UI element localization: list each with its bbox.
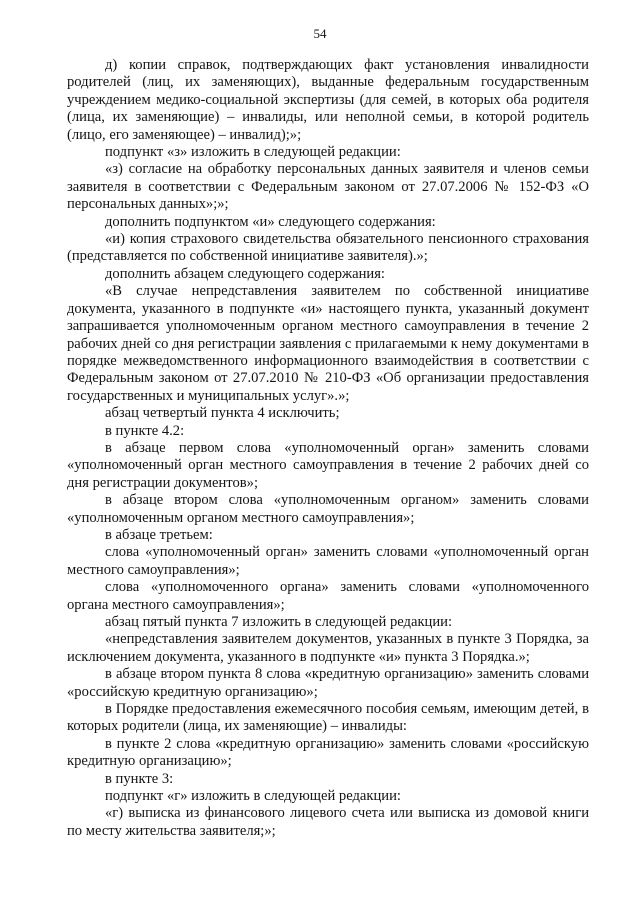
paragraph: в абзаце втором пункта 8 слова «кредитную организацию» заменить словами «российскую кредитную организацию»; — [67, 666, 589, 700]
paragraph: «непредставления заявителем документов, указанных в пункте 3 Порядка, за исключением документа, указанного в подпункте «и» пункта 3 Порядка.»; — [67, 631, 589, 665]
paragraph: подпункт «з» изложить в следующей редакции: — [105, 144, 401, 161]
paragraph: дополнить подпунктом «и» следующего содержания: — [105, 213, 436, 230]
paragraph: слова «уполномоченного органа» заменить словами «уполномоченного органа местного самоуправления»; — [67, 579, 589, 613]
paragraph: д) копии справок, подтверждающих факт установления инвалидности родителей (лиц, их заменяющих), выданные федеральным государственным учреждением медико-социальной экспертизы (для семей, в которых оба родителя (лица, их заменяющие) – инвалиды, или неполной семьи, в которой родитель (лицо, его заменяющее) – инвалид);»; — [67, 57, 589, 143]
paragraph: в абзаце первом слова «уполномоченный орган» заменить словами «уполномоченный орган местного самоуправления в течение 2 рабочих дней со дня регистрации документов»; — [67, 439, 589, 491]
paragraph: подпункт «г» изложить в следующей редакции: — [105, 788, 401, 805]
paragraph: в пункте 3: — [105, 770, 174, 787]
paragraph: дополнить абзацем следующего содержания: — [105, 265, 385, 282]
paragraph: в Порядке предоставления ежемесячного пособия семьям, имеющим детей, в которых родители (лица, их заменяющие) – инвалиды: — [67, 701, 589, 735]
paragraph: слова «уполномоченный орган» заменить словами «уполномоченный орган местного самоуправления»; — [67, 544, 589, 578]
paragraph: в абзаце втором слова «уполномоченным органом» заменить словами «уполномоченным органом местного самоуправления»; — [67, 492, 589, 526]
paragraph: в пункте 2 слова «кредитную организацию» заменить словами «российскую кредитную организацию»; — [67, 735, 589, 770]
paragraph: «з) согласие на обработку персональных данных заявителя и членов семьи заявителя в соответствии с Федеральным законом от 27.07.2006 № 152-ФЗ «О персональных данных»;»; — [67, 161, 589, 213]
document-body — [67, 57, 589, 840]
paragraph: абзац четвертый пункта 4 исключить; — [105, 405, 340, 422]
paragraph: в абзаце третьем: — [105, 526, 213, 543]
paragraph: «В случае непредставления заявителем по собственной инициативе документа, указанного в подпункте «и» настоящего пункта, указанный документ запрашивается уполномоченным органом местного самоуправления в течение 2 рабочих дней со дня регистрации заявления с прилагаемыми к нему документами в порядке межведомственного информационного взаимодействия в соответствии с Федеральным законом от 27.07.2010 № 210-ФЗ «Об организации предоставления государственных и муниципальных услуг».»; — [67, 283, 589, 404]
paragraph: абзац пятый пункта 7 изложить в следующей редакции: — [105, 614, 453, 630]
paragraph: «г) выписка из финансового лицевого счета или выписка из домовой книги по месту жительства заявителя;»; — [67, 805, 589, 839]
page-number: 54 — [313, 26, 327, 41]
paragraph: в пункте 4.2: — [105, 422, 185, 439]
paragraph: «и) копия страхового свидетельства обязательного пенсионного страхования (представляется по собственной инициативе заявителя).»; — [67, 231, 589, 265]
